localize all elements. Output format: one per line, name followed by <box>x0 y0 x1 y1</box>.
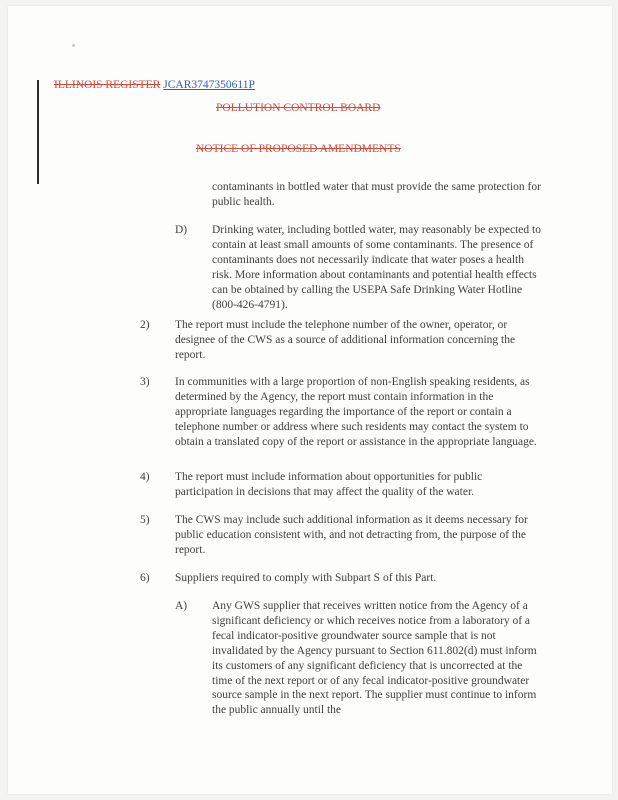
item-d-label: D) <box>175 224 188 236</box>
item-4-label: 4) <box>140 471 150 483</box>
register-header <box>54 78 255 92</box>
register-title-struck: ILLINOIS REGISTER <box>54 79 161 91</box>
scan-speck <box>72 44 75 47</box>
item-6-text: Suppliers required to comply with Subpart S of this Part. <box>175 572 437 584</box>
item-3-label: 3) <box>140 376 150 388</box>
item-2-label: 2) <box>140 319 150 331</box>
item-3-text: In communities with a large proportion of non-English speaking residents, as determined by the Agency, the report must contain information in the appropriate languages regarding the importance of the report or contain a telephone number or address where such residents may contact the system to obtain a translated copy of the report or assistance in the appropriate language. <box>175 376 537 448</box>
item-5-text: The CWS may include such additional information as it deems necessary for public education consistent with, and not detracting from, the purpose of the report. <box>175 514 528 556</box>
notice-title-struck: NOTICE OF PROPOSED AMENDMENTS <box>196 143 401 155</box>
revision-bar <box>37 80 39 184</box>
item-d-text: Drinking water, including bottled water, may reasonably be expected to contain at least small amounts of some contaminants. The presence of contaminants does not necessarily indicate that water poses a health risk. More information about contaminants and potential health effects can be obtained by calling the USEPA Safe Drinking Water Hotline (800-426-4791). <box>212 224 541 311</box>
continuation-paragraph: contaminants in bottled water that must provide the same protection for public health. <box>212 181 541 208</box>
item-5-label: 5) <box>140 514 150 526</box>
board-title-struck: POLLUTION CONTROL BOARD <box>216 102 381 114</box>
item-2-text: The report must include the telephone number of the owner, operator, or designee of the CWS as a source of additional information concerning the report. <box>175 319 516 361</box>
jcar-code-inserted: JCAR3747350611P <box>163 79 255 91</box>
item-6-label: 6) <box>140 572 150 584</box>
item-6a-label: A) <box>175 600 188 612</box>
item-4-text: The report must include information about opportunities for public participation in decisions that may affect the quality of the water. <box>175 471 483 498</box>
item-6a-text: Any GWS supplier that receives written notice from the Agency of a significant deficiency or which receives notice from a laboratory of a fecal indicator-positive groundwater source sample that is not invalidated by the Agency pursuant to Section 611.802(d) must inform its customers of any significant deficiency that is uncorrected at the time of the next report or of any fecal indicator-positive groundwater source sample in the next report. The supplier must continue to inform the public annually until the <box>212 600 537 717</box>
